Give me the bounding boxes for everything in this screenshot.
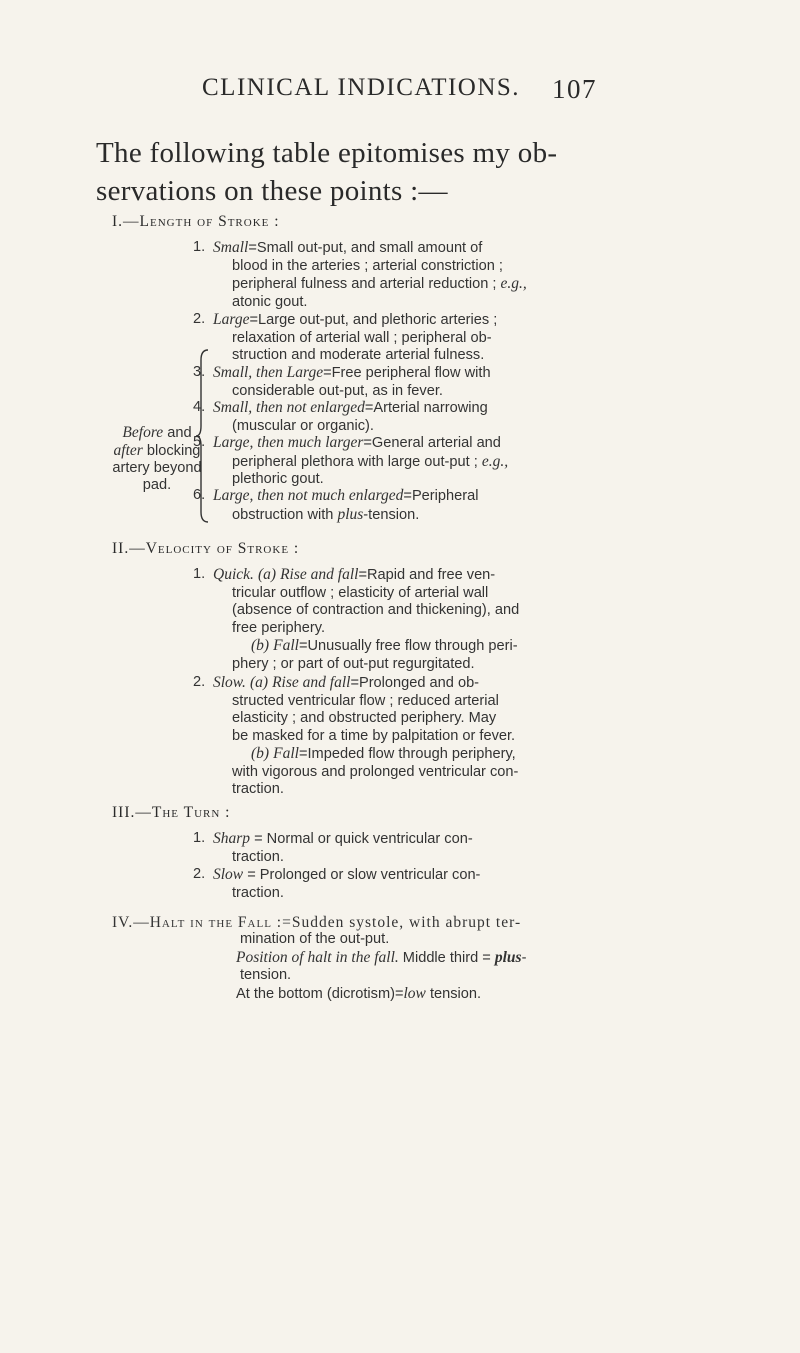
section-4: IV.—Halt in the Fall :=Sudden systole, with abrupt ter- <box>112 914 522 931</box>
section-1-item-1: 1. Small=Small out-put, and small amount of blood in the arteries ; arterial constriction ; peripheral fulness and arterial reduction ; e.g., atonic gout. <box>193 239 527 310</box>
page-number: 107 <box>552 74 597 104</box>
intro-paragraph <box>96 134 736 210</box>
running-head-title: CLINICAL INDICATIONS. <box>202 74 521 101</box>
section-4-heading: Halt in the Fall : <box>149 914 283 931</box>
section-1-item-5: 5. Large, then much larger=General arterial and peripheral plethora with large out-put ; e.g., plethoric gout. <box>193 434 509 487</box>
section-2-item-1: 1. Quick. (a) Rise and fall=Rapid and free ven- tricular outflow ; elasticity of arterial wall (absence of contraction and thickening), and free periphery. (b) Fall=Unusually free flow through peri- phery ; or part of out-put regurgitated. <box>193 566 520 672</box>
side-note: Before and after blocking artery beyond pad. <box>112 424 202 493</box>
section-2-heading: II.—Velocity of Stroke : <box>112 540 300 557</box>
section-3-item-2: 2. Slow = Prolonged or slow ventricular con- traction. <box>193 866 481 901</box>
curly-brace-icon <box>196 348 210 524</box>
section-1-item-4: 4. Small, then not enlarged=Arterial narrowing (muscular or organic). <box>193 399 488 434</box>
section-1-heading: I.—Length of Stroke : <box>112 213 280 230</box>
section-3-item-1: 1. Sharp = Normal or quick ventricular con- traction. <box>193 830 473 865</box>
section-3-heading: III.—The Turn : <box>112 804 231 821</box>
section-2-item-2: 2. Slow. (a) Rise and fall=Prolonged and ob- structed ventricular flow ; reduced arterial elasticity ; and obstructed periphery. May be masked for a time by palpitation or fever. (b) Fall=Impeded flow through periphery, with vigorous and prolonged ventricular con- traction. <box>193 674 519 797</box>
section-1-item-6: 6. Large, then not much enlarged=Peripheral obstruction with plus-tension. <box>193 487 479 523</box>
intro-line-1: The following table epitomises my ob- <box>96 137 558 169</box>
section-4-body: mination of the out-put. Position of halt in the fall. Middle third = plus- tension. At the bottom (dicrotism)=low tension. <box>236 931 527 1002</box>
section-1-item-2: 2. Large=Large out-put, and plethoric arteries ; relaxation of arterial wall ; peripheral ob- struction and moderate arterial fulness. <box>193 311 498 363</box>
intro-line-2: servations on these points :— <box>96 175 448 207</box>
section-1-item-3: 3. Small, then Large=Free peripheral flow with considerable out-put, as in fever. <box>193 364 491 399</box>
